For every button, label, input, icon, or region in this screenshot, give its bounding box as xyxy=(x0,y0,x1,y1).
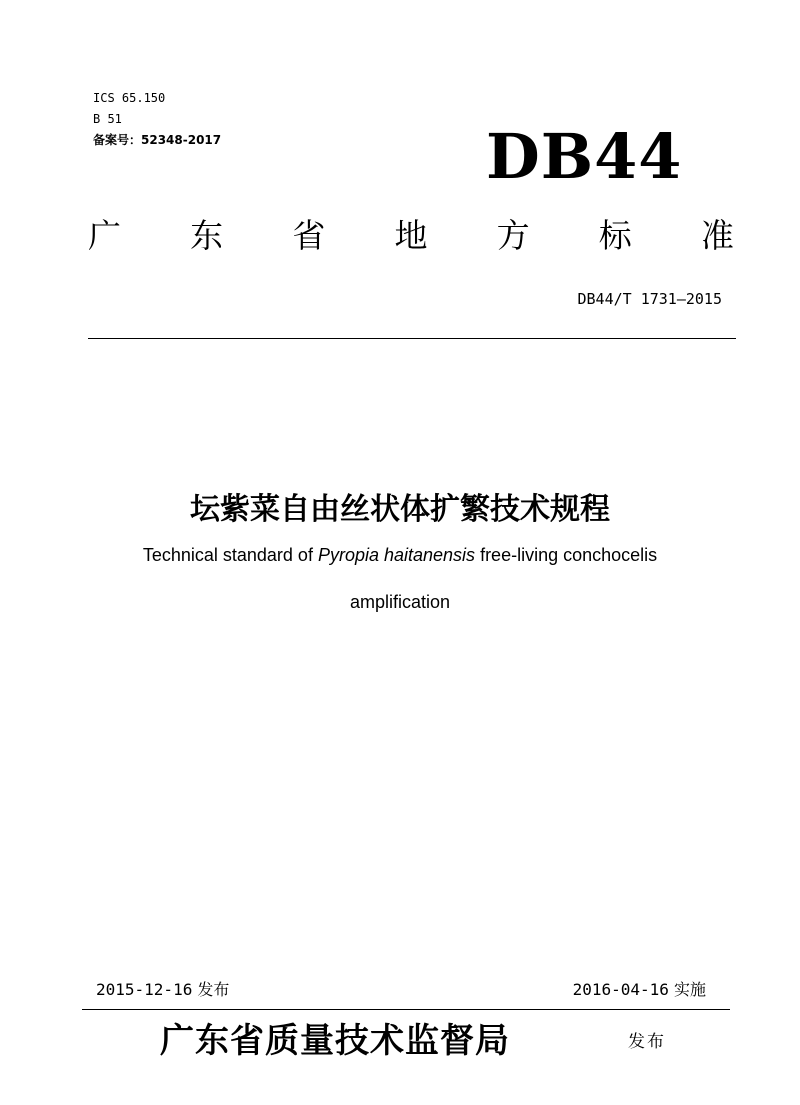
standard-type-char: 省 xyxy=(292,216,326,255)
issuing-authority: 广东省质量技术监督局 xyxy=(160,1021,510,1061)
issue-date-block xyxy=(96,980,229,1000)
filing-number: 备案号：52348-2017 xyxy=(93,133,222,147)
implementation-date-block xyxy=(573,980,706,1000)
english-title-prefix: Technical standard of xyxy=(142,545,318,565)
standard-type-char: 广 xyxy=(88,216,121,255)
db-code-mark: DB44 xyxy=(486,120,683,193)
issuer-action-label: 发布 xyxy=(628,1032,666,1052)
standard-type-heading xyxy=(88,214,734,258)
standard-number: DB44/T 1731—2015 xyxy=(577,290,722,308)
english-title-line-2: amplification xyxy=(349,592,451,612)
standard-type-char: 地 xyxy=(394,216,428,255)
english-title-suffix: free-living conchocelis xyxy=(475,545,658,565)
chinese-title: 坛紫菜自由丝状体扩繁技术规程 xyxy=(190,492,610,527)
standard-type-char: 标 xyxy=(598,216,632,255)
standard-type-char: 方 xyxy=(496,216,530,255)
standard-type-char: 东 xyxy=(190,216,224,255)
issue-date: 2015-12-16 xyxy=(96,980,193,999)
implementation-date: 2016-04-16 xyxy=(572,980,669,999)
standard-type-char: 准 xyxy=(700,216,734,255)
issue-label: 发布 xyxy=(197,980,230,999)
implementation-label: 实施 xyxy=(673,980,706,999)
english-title-line-1 xyxy=(0,543,800,567)
ccs-code: B 51 xyxy=(93,112,122,126)
species-name: Pyropia haitanensis xyxy=(317,545,476,565)
top-divider xyxy=(88,338,736,339)
bottom-divider xyxy=(82,1009,730,1010)
ics-code: ICS 65.150 xyxy=(93,91,166,105)
